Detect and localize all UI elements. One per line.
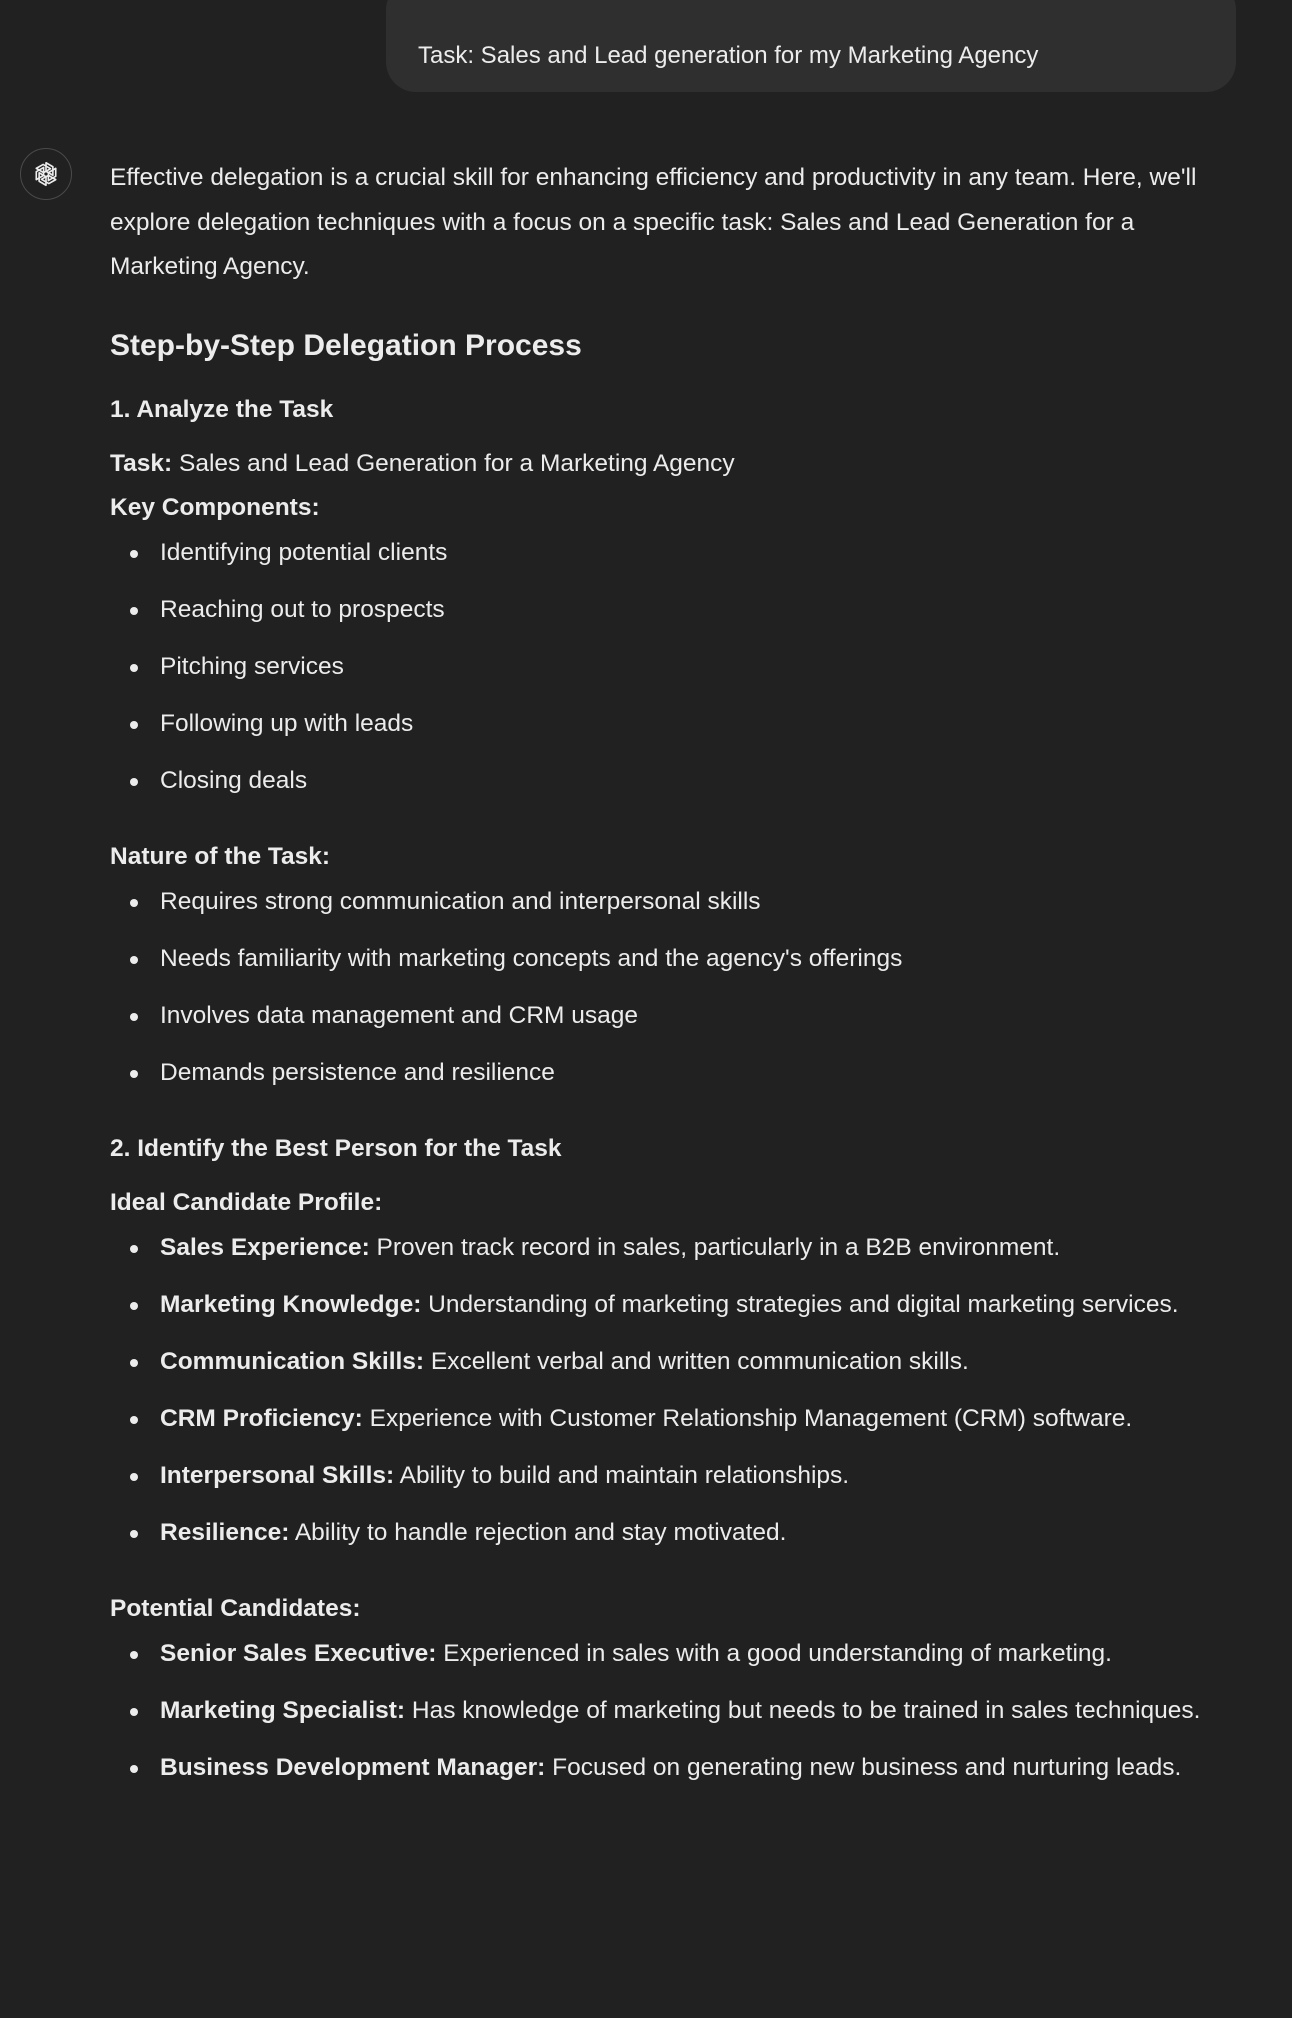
list-item: Marketing Knowledge: Understanding of marketing strategies and digital marketing services. (110, 1283, 1245, 1328)
list-item: Interpersonal Skills: Ability to build and maintain relationships. (110, 1454, 1245, 1499)
list-item: Requires strong communication and interpersonal skills (110, 880, 1245, 925)
user-message-bubble (386, 0, 1236, 92)
list-item: Senior Sales Executive: Experienced in sales with a good understanding of marketing. (110, 1632, 1245, 1677)
list-item: Resilience: Ability to handle rejection and stay motivated. (110, 1511, 1245, 1556)
user-message-text: Task: Sales and Lead generation for my Marketing Agency (418, 42, 1039, 69)
profile-label: Ideal Candidate Profile: (110, 1189, 383, 1216)
key-components-list (110, 531, 1245, 804)
candidates-label: Potential Candidates: (110, 1595, 361, 1622)
list-item: Involves data management and CRM usage (110, 994, 1245, 1039)
list-item: Sales Experience: Proven track record in sales, particularly in a B2B environment. (110, 1226, 1245, 1271)
chatgpt-logo-icon (31, 159, 61, 189)
task-label: Task: (110, 449, 173, 477)
assistant-message (110, 156, 1245, 1822)
nature-list (110, 880, 1245, 1096)
list-item: Marketing Specialist: Has knowledge of marketing but needs to be trained in sales techniques. (110, 1689, 1245, 1734)
list-item: Demands persistence and resilience (110, 1051, 1245, 1096)
list-item: Needs familiarity with marketing concepts and the agency's offerings (110, 937, 1245, 982)
list-item: Closing deals (110, 759, 1245, 804)
step2-heading: 2. Identify the Best Person for the Task (110, 1135, 562, 1162)
list-item: Following up with leads (110, 702, 1245, 747)
task-value: Sales and Lead Generation for a Marketing Agency (172, 449, 735, 477)
section-heading: Step-by-Step Delegation Process (110, 328, 582, 362)
nature-label: Nature of the Task: (110, 843, 331, 870)
step1-heading: 1. Analyze the Task (110, 395, 334, 423)
profile-list (110, 1226, 1245, 1556)
intro-paragraph: Effective delegation is a crucial skill for enhancing efficiency and productivity in any team. Here, we'll explore delegation techniques with a focus on a specific task: Sales and Lead Generation for a Marketing Agency. (110, 164, 1197, 280)
list-item: CRM Proficiency: Experience with Customer Relationship Management (CRM) software. (110, 1397, 1245, 1442)
task-line (110, 442, 1245, 487)
list-item: Communication Skills: Excellent verbal and written communication skills. (110, 1340, 1245, 1385)
list-item: Business Development Manager: Focused on generating new business and nurturing leads. (110, 1746, 1245, 1791)
list-item: Identifying potential clients (110, 531, 1245, 576)
list-item: Pitching services (110, 645, 1245, 690)
assistant-avatar (20, 148, 72, 200)
key-components-label: Key Components: (110, 494, 320, 521)
list-item: Reaching out to prospects (110, 588, 1245, 633)
candidates-list (110, 1632, 1245, 1791)
